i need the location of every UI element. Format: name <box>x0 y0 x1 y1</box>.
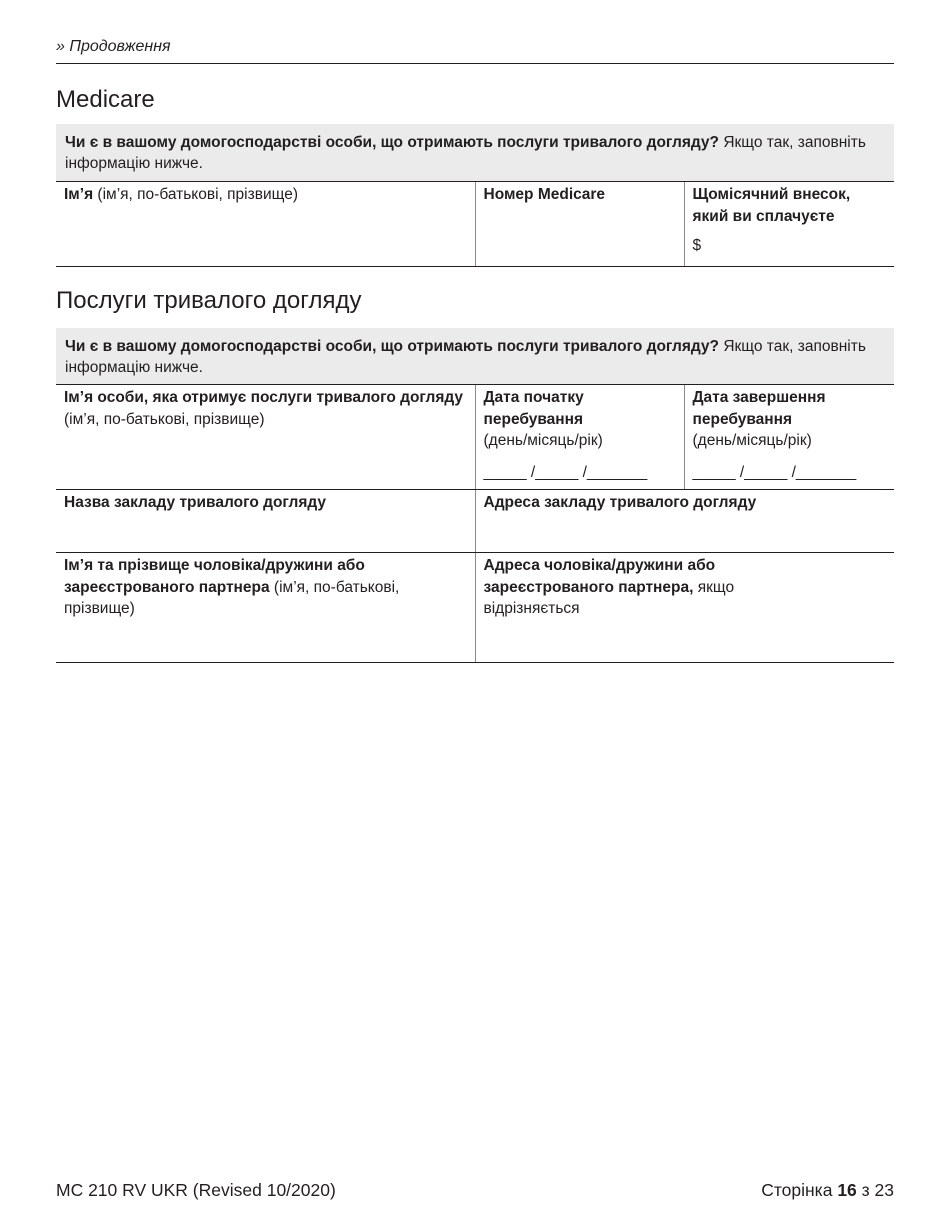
ltc-spouse-address-label: Адреса чоловіка/дружини або зареєстрованого партнера, <box>483 557 716 596</box>
ltc-start-format: (день/місяць/рік) <box>483 432 603 449</box>
ltc-facility-name-field[interactable] <box>56 490 475 553</box>
ltc-spouse-address-field[interactable] <box>475 553 894 663</box>
ltc-start-blank: _____ /_____ /_______ <box>483 463 648 481</box>
medicare-question-bold: Чи є в вашому домогосподарстві особи, що отримають послуги тривалого догляду? <box>65 134 720 151</box>
header-divider <box>56 63 894 64</box>
ltc-question-rest: Якщо так, заповніть інформацію нижче. <box>65 338 866 376</box>
medicare-number-field[interactable] <box>475 182 684 267</box>
continued-label: » Продовження <box>56 38 171 55</box>
medicare-name-field[interactable] <box>56 182 475 267</box>
page-current: 16 <box>837 1180 857 1200</box>
ltc-end-date-field[interactable] <box>684 385 894 490</box>
ltc-spouse-name-label: Ім’я та прізвище чоловіка/дружини або зареєстрованого партнера <box>64 557 365 596</box>
ltc-recipient-field[interactable] <box>56 385 475 490</box>
medicare-title: Medicare <box>56 86 155 113</box>
medicare-payment-field[interactable] <box>684 182 894 267</box>
page-total: 23 <box>874 1180 894 1200</box>
page-separator: з <box>856 1180 875 1200</box>
medicare-payment-label: Щомісячний внесок, який ви сплачуєте <box>692 186 851 225</box>
form-id: MC 210 RV UKR (Revised 10/2020) <box>56 1180 336 1200</box>
medicare-table <box>56 181 894 267</box>
ltc-spouse-address-hint: якщо відрізняється <box>483 578 735 617</box>
medicare-question-rest: Якщо так, заповніть інформацію нижче. <box>65 134 866 172</box>
ltc-title: Послуги тривалого догляду <box>56 287 362 314</box>
ltc-end-format: (день/місяць/рік) <box>692 432 812 449</box>
ltc-facility-address-field[interactable] <box>475 490 894 553</box>
ltc-facility-name-label: Назва закладу тривалого догляду <box>64 494 327 511</box>
page-prefix: Сторінка <box>761 1180 838 1200</box>
ltc-facility-address-label: Адреса закладу тривалого догляду <box>483 494 757 511</box>
ltc-table <box>56 384 894 663</box>
ltc-end-blank: _____ /_____ /_______ <box>692 463 857 481</box>
currency-symbol: $ <box>692 237 702 254</box>
ltc-recipient-hint: (ім’я, по-батькові, прізвище) <box>64 410 265 428</box>
ltc-question-bold: Чи є в вашому домогосподарстві особи, що отримають послуги тривалого догляду? <box>65 338 720 355</box>
ltc-question <box>56 328 894 385</box>
ltc-start-label: Дата початку перебування <box>483 389 584 428</box>
ltc-end-label: Дата завершення перебування <box>692 389 826 428</box>
ltc-recipient-label: Ім’я особи, яка отримує послуги тривалого догляду <box>64 389 464 406</box>
page-number <box>761 1180 894 1201</box>
ltc-spouse-name-field[interactable] <box>56 553 475 663</box>
ltc-start-date-field[interactable] <box>475 385 684 490</box>
medicare-name-label: Ім’я <box>64 186 94 203</box>
medicare-name-hint: (ім’я, по-батькові, прізвище) <box>93 186 298 203</box>
medicare-number-label: Номер Medicare <box>483 186 606 203</box>
ltc-spouse-name-hint: (ім’я, по-батькові, прізвище) <box>64 578 400 617</box>
medicare-question <box>56 124 894 181</box>
